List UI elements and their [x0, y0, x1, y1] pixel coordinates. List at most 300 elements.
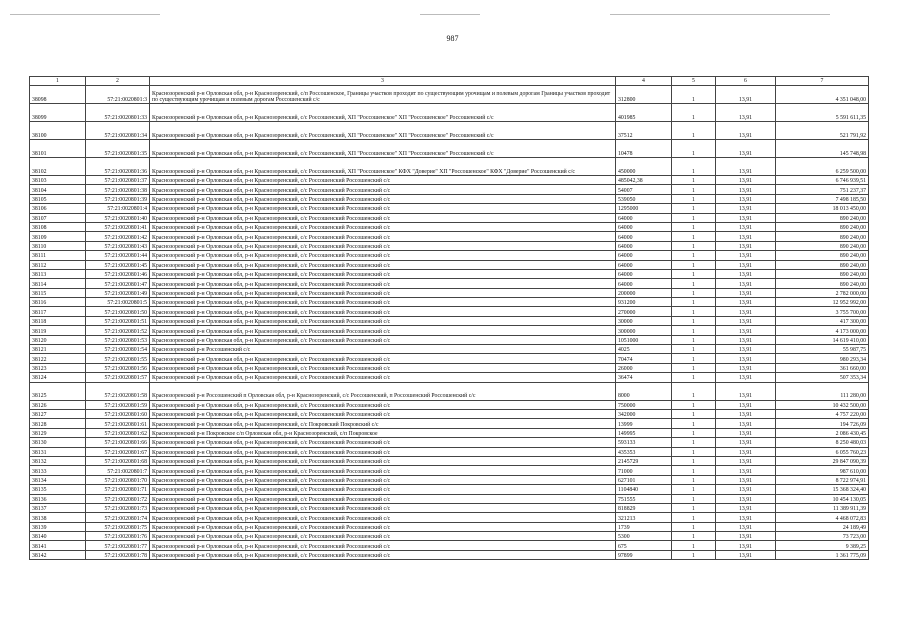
cell-row-number: 38120: [30, 335, 86, 344]
cell-value: 73 723,00: [776, 532, 869, 541]
cell-rate: 13,91: [716, 485, 776, 494]
cell-cadastral-number: 57:21:0020801:39: [86, 194, 150, 203]
cell-area: 54007: [616, 185, 672, 194]
table-row: [30, 550, 869, 559]
cell-row-number: 38110: [30, 241, 86, 250]
cell-area: 627101: [616, 475, 672, 484]
table-row: [30, 104, 869, 122]
cell-row-number: 38118: [30, 316, 86, 325]
cell-address: Краснозоренский р-н Орловская обл, р-н Краснозоренский, с/с Россошенский Россошенский с/с: [150, 260, 616, 269]
cell-count: 1: [672, 419, 716, 428]
table-row: [30, 222, 869, 231]
table-row: [30, 428, 869, 437]
cell-count: 1: [672, 494, 716, 503]
cell-value: 10 454 130,05: [776, 494, 869, 503]
cell-value: 18 013 450,00: [776, 204, 869, 213]
cell-area: 64000: [616, 251, 672, 260]
cell-row-number: 38109: [30, 232, 86, 241]
cell-area: 70474: [616, 354, 672, 363]
table-row: [30, 260, 869, 269]
cell-count: 1: [672, 298, 716, 307]
cell-address: Краснозоренский р-н Орловская обл, р-н Краснозоренский, с/с Россошенский Россошенский с/с: [150, 541, 616, 550]
cell-value: 145 748,98: [776, 140, 869, 158]
table-row: [30, 140, 869, 158]
cell-count: 1: [672, 382, 716, 400]
cell-address: Краснозоренский р-н Орловская обл, р-н Краснозоренский, с/с Россошенский Россошенский с/с: [150, 400, 616, 409]
table-row: [30, 382, 869, 400]
cell-value: 890 240,00: [776, 241, 869, 250]
cell-value: 361 660,00: [776, 363, 869, 372]
cell-cadastral-number: 57:21:0020801:56: [86, 363, 150, 372]
cell-row-number: 38129: [30, 428, 86, 437]
cell-value: 12 952 992,00: [776, 298, 869, 307]
cell-row-number: 38140: [30, 532, 86, 541]
cell-area: 10478: [616, 140, 672, 158]
cell-cadastral-number: 57:21:0020801:67: [86, 447, 150, 456]
cell-count: 1: [672, 466, 716, 475]
cell-row-number: 38117: [30, 307, 86, 316]
cell-area: 97899: [616, 550, 672, 559]
cell-area: 200000: [616, 288, 672, 297]
table-row: [30, 269, 869, 278]
cell-row-number: 38100: [30, 122, 86, 140]
cell-count: 1: [672, 204, 716, 213]
cell-cadastral-number: 57:21:0020801:51: [86, 316, 150, 325]
cell-address: Краснозоренский р-н Орловская обл, р-н Краснозоренский, с/с Россошенский Россошенский с/с: [150, 241, 616, 250]
cell-count: 1: [672, 213, 716, 222]
cell-rate: 13,91: [716, 400, 776, 409]
cell-count: 1: [672, 260, 716, 269]
cell-row-number: 38126: [30, 400, 86, 409]
cell-count: 1: [672, 288, 716, 297]
table-row: [30, 345, 869, 354]
cell-cadastral-number: 57:21:0020801:50: [86, 307, 150, 316]
cell-value: 890 240,00: [776, 279, 869, 288]
cell-count: 1: [672, 122, 716, 140]
table-row: [30, 541, 869, 550]
cell-area: 1295000: [616, 204, 672, 213]
cell-row-number: 38123: [30, 363, 86, 372]
cell-count: 1: [672, 232, 716, 241]
cell-address: Краснозоренский р-н Орловская обл, р-н Краснозоренский, с/с Россошенский Россошенский с/с: [150, 494, 616, 503]
cell-value: 15 368 324,40: [776, 485, 869, 494]
cell-value: 10 432 500,00: [776, 400, 869, 409]
cell-cadastral-number: 57:21:0020801:58: [86, 382, 150, 400]
cell-cadastral-number: 57:21:0020801:40: [86, 213, 150, 222]
cell-area: 818829: [616, 503, 672, 512]
cell-rate: 13,91: [716, 158, 776, 176]
cell-row-number: 38106: [30, 204, 86, 213]
cell-area: 64000: [616, 260, 672, 269]
cell-row-number: 38133: [30, 466, 86, 475]
cell-rate: 13,91: [716, 363, 776, 372]
cell-cadastral-number: 57:21:0020801:33: [86, 104, 150, 122]
table-row: [30, 400, 869, 409]
cell-row-number: 38099: [30, 104, 86, 122]
cell-area: 539050: [616, 194, 672, 203]
cell-value: 987 610,00: [776, 466, 869, 475]
cell-cadastral-number: 57:21:0020801:60: [86, 409, 150, 418]
cell-value: 507 353,34: [776, 373, 869, 382]
column-header: 4: [616, 77, 672, 86]
cell-area: 270000: [616, 307, 672, 316]
table-row: [30, 307, 869, 316]
cell-area: 64000: [616, 279, 672, 288]
cell-rate: 13,91: [716, 503, 776, 512]
cell-address: Краснозоренский р-н Орловская обл, р-н Краснозоренский, с/с Россошенский Россошенский с/с: [150, 447, 616, 456]
cell-count: 1: [672, 279, 716, 288]
cell-address: Краснозоренский р-н Орловская обл, р-н Краснозоренский, с/с Россошенский Россошенский с/с: [150, 522, 616, 531]
cell-address: Краснозоренский р-н Орловская обл, р-н Краснозоренский, с/с Россошенский Россошенский с/с: [150, 176, 616, 185]
cell-count: 1: [672, 185, 716, 194]
table-row: [30, 122, 869, 140]
cell-address: Краснозоренский р-н Орловская обл, р-н Краснозоренский, с/с Россошенский, ХП "Россошенское" ХП "Россошенское" Россошенский с/с: [150, 122, 616, 140]
cell-cadastral-number: 57:21:0020801:37: [86, 176, 150, 185]
table-row: [30, 158, 869, 176]
cell-row-number: 38130: [30, 438, 86, 447]
cell-value: 521 791,92: [776, 122, 869, 140]
cell-address: Краснозоренский р-н Орловская обл, р-н Краснозоренский, с/с Россошенский Россошенский с/с: [150, 354, 616, 363]
cell-area: 1739: [616, 522, 672, 531]
table-row: [30, 204, 869, 213]
cell-count: 1: [672, 409, 716, 418]
cell-rate: 13,91: [716, 428, 776, 437]
cell-address: Краснозоренский р-н Орловская обл, р-н Краснозоренский, с/с Россошенский Россошенский с/с: [150, 288, 616, 297]
cell-address: Краснозоренский р-н Орловская обл, р-н Краснозоренский, с/с Россошенский Россошенский с/с: [150, 232, 616, 241]
cell-area: 2145729: [616, 456, 672, 465]
cell-cadastral-number: 57:21:0020801:78: [86, 550, 150, 559]
cell-cadastral-number: 57:21:0020801:76: [86, 532, 150, 541]
cell-cadastral-number: 57:21:0020801:47: [86, 279, 150, 288]
cell-row-number: 38121: [30, 345, 86, 354]
cell-value: 4 173 000,00: [776, 326, 869, 335]
cell-row-number: 38116: [30, 298, 86, 307]
cell-value: 6 055 760,23: [776, 447, 869, 456]
cell-cadastral-number: 57:21:0020801:68: [86, 456, 150, 465]
cell-value: 2 086 430,45: [776, 428, 869, 437]
cell-area: 321213: [616, 513, 672, 522]
table-row: [30, 232, 869, 241]
cell-cadastral-number: 57:21:0020801:34: [86, 122, 150, 140]
cell-count: 1: [672, 485, 716, 494]
cell-area: 750000: [616, 400, 672, 409]
table-row: [30, 335, 869, 344]
cell-value: 3 755 700,00: [776, 307, 869, 316]
cell-count: 1: [672, 194, 716, 203]
cell-rate: 13,91: [716, 373, 776, 382]
cell-address: Краснозоренский р-н Орловская обл, р-н Краснозоренский, с/с Россошенский Россошенский с/с: [150, 335, 616, 344]
cell-row-number: 38137: [30, 503, 86, 512]
cell-rate: 13,91: [716, 176, 776, 185]
cell-value: 417 300,00: [776, 316, 869, 325]
cell-area: 1051000: [616, 335, 672, 344]
cell-count: 1: [672, 456, 716, 465]
cell-area: 30000: [616, 316, 672, 325]
cell-area: 149995: [616, 428, 672, 437]
cell-rate: 13,91: [716, 185, 776, 194]
table-row: [30, 447, 869, 456]
cell-address: Краснозоренский р-н Орловская обл, р-н Краснозоренский, с/с Россошенский Россошенский с/с: [150, 204, 616, 213]
cell-count: 1: [672, 158, 716, 176]
cell-cadastral-number: 57:21:0020801:49: [86, 288, 150, 297]
scan-artifact: [420, 14, 480, 15]
cell-rate: 13,91: [716, 307, 776, 316]
table-row: [30, 326, 869, 335]
cell-cadastral-number: 57:21:0020801:75: [86, 522, 150, 531]
cell-count: 1: [672, 176, 716, 185]
cell-count: 1: [672, 345, 716, 354]
table-row: [30, 213, 869, 222]
cell-cadastral-number: 57:21:0020801:4: [86, 204, 150, 213]
cell-count: 1: [672, 550, 716, 559]
cell-area: 64000: [616, 213, 672, 222]
cell-address: Краснозоренский р-н Россошенский п Орловская обл, р-н Краснозоренский, с/с Россошенский, п Россошенский Россошенский с/с: [150, 382, 616, 400]
table-row: [30, 316, 869, 325]
cell-value: 890 240,00: [776, 222, 869, 231]
cell-row-number: 38104: [30, 185, 86, 194]
cell-rate: 13,91: [716, 532, 776, 541]
cell-value: 890 240,00: [776, 269, 869, 278]
table-row: [30, 513, 869, 522]
table-row: [30, 354, 869, 363]
cell-cadastral-number: 57:21:0020801:43: [86, 241, 150, 250]
table-row: [30, 176, 869, 185]
scan-artifact: [610, 14, 830, 15]
cell-value: 4 757 220,00: [776, 409, 869, 418]
cell-value: 6 259 500,00: [776, 158, 869, 176]
cell-count: 1: [672, 475, 716, 484]
cell-count: 1: [672, 532, 716, 541]
cell-address: Краснозоренский р-н Орловская обл, р-н Краснозоренский, с/с Россошенский Россошенский с/с: [150, 185, 616, 194]
cell-address: Краснозоренский р-н Орловская обл, р-н Краснозоренский, с/с Россошенский Россошенский с/с: [150, 503, 616, 512]
table-row: [30, 373, 869, 382]
cell-cadastral-number: 57:21:0020801:72: [86, 494, 150, 503]
cell-cadastral-number: 57:21:0020801:61: [86, 419, 150, 428]
cell-address: Краснозоренский р-н Орловская обл, р-н Краснозоренский, с/с Россошенский Россошенский с/с: [150, 194, 616, 203]
cell-value: 5 591 611,35: [776, 104, 869, 122]
cell-row-number: 38112: [30, 260, 86, 269]
cell-cadastral-number: 57:21:0020801:62: [86, 428, 150, 437]
cell-area: 26000: [616, 363, 672, 372]
cell-count: 1: [672, 373, 716, 382]
cell-value: 111 280,00: [776, 382, 869, 400]
cell-rate: 13,91: [716, 438, 776, 447]
cell-area: 300000: [616, 326, 672, 335]
table-row: [30, 409, 869, 418]
header-row: [30, 77, 869, 86]
cell-row-number: 38105: [30, 194, 86, 203]
cell-value: 980 293,34: [776, 354, 869, 363]
cell-address: Краснозоренский р-н Россошенский с/с: [150, 345, 616, 354]
table-row: [30, 503, 869, 512]
cell-row-number: 38119: [30, 326, 86, 335]
cell-rate: 13,91: [716, 419, 776, 428]
cell-cadastral-number: 57:21:0020801:77: [86, 541, 150, 550]
cell-area: 675: [616, 541, 672, 550]
cell-address: Краснозоренский р-н Орловская обл, р-н Краснозоренский, с/с Россошенский Россошенский с/с: [150, 251, 616, 260]
column-header: 7: [776, 77, 869, 86]
table-row: [30, 298, 869, 307]
cell-value: 7 498 185,50: [776, 194, 869, 203]
cell-row-number: 38107: [30, 213, 86, 222]
cell-rate: 13,91: [716, 104, 776, 122]
cell-address: Краснозоренский р-н Орловская обл, р-н Краснозоренский, с/с Россошенский Россошенский с/с: [150, 269, 616, 278]
cell-address: Краснозоренский р-н Орловская обл, р-н Краснозоренский, с/с Россошенский Россошенский с/с: [150, 438, 616, 447]
cell-count: 1: [672, 335, 716, 344]
cell-rate: 13,91: [716, 382, 776, 400]
cell-area: 485042,38: [616, 176, 672, 185]
cell-row-number: 38142: [30, 550, 86, 559]
cell-rate: 13,91: [716, 466, 776, 475]
cell-count: 1: [672, 428, 716, 437]
cell-count: 1: [672, 438, 716, 447]
cell-address: Краснозоренский р-н Орловская обл, р-н Краснозоренский, с/с Россошенский Россошенский с/с: [150, 222, 616, 231]
cell-row-number: 38111: [30, 251, 86, 260]
cell-area: 13999: [616, 419, 672, 428]
cell-address: Краснозоренский р-н Покровское с/п Орловская обл, р-н Краснозоренский, с/п Покровское: [150, 428, 616, 437]
cell-count: 1: [672, 513, 716, 522]
column-header: 1: [30, 77, 86, 86]
cell-area: 64000: [616, 232, 672, 241]
cell-cadastral-number: 57:21:0020801:70: [86, 475, 150, 484]
cell-rate: 13,91: [716, 140, 776, 158]
cell-row-number: 38102: [30, 158, 86, 176]
cell-area: 5300: [616, 532, 672, 541]
table-row: [30, 438, 869, 447]
cell-count: 1: [672, 104, 716, 122]
cell-area: 64000: [616, 269, 672, 278]
table-row: [30, 194, 869, 203]
cell-value: 4 351 048,00: [776, 86, 869, 104]
table-row: [30, 279, 869, 288]
cell-address: Краснозоренский р-н Орловская обл, р-н Краснозоренский, с/с Покровский Покровский с/с: [150, 419, 616, 428]
cell-cadastral-number: 57:21:0020801:59: [86, 400, 150, 409]
cell-address: Краснозоренский р-н Орловская обл, р-н Краснозоренский, с/с Россошенский Россошенский с/с: [150, 456, 616, 465]
table-row: [30, 466, 869, 475]
cell-value: 11 389 911,39: [776, 503, 869, 512]
cell-address: Краснозоренский р-н Орловская обл, р-н Краснозоренский, с/с Россошенский Россошенский с/с: [150, 373, 616, 382]
scan-artifact: [10, 14, 160, 15]
column-header: 2: [86, 77, 150, 86]
cell-count: 1: [672, 326, 716, 335]
cell-cadastral-number: 57:21:0020801:3: [86, 86, 150, 104]
cell-value: 194 726,09: [776, 419, 869, 428]
cell-cadastral-number: 57:21:0020801:74: [86, 513, 150, 522]
cell-cadastral-number: 57:21:0020801:35: [86, 140, 150, 158]
cell-cadastral-number: 57:21:0020801:53: [86, 335, 150, 344]
cell-row-number: 38134: [30, 475, 86, 484]
cell-area: 36474: [616, 373, 672, 382]
table-row: [30, 241, 869, 250]
cell-rate: 13,91: [716, 456, 776, 465]
cell-value: 890 240,00: [776, 260, 869, 269]
cell-address: Краснозоренский р-н Орловская обл, р-н Краснозоренский, с/с Россошенский Россошенский с/с: [150, 298, 616, 307]
cell-address: Краснозоренский р-н Орловская обл, р-н Краснозоренский, с/с Россошенский Россошенский с/с: [150, 485, 616, 494]
cell-rate: 13,91: [716, 354, 776, 363]
cell-address: Краснозоренский р-н Орловская обл, р-н Краснозоренский, с/с Россошенский, ХП "Россошенское" ХП "Россошенское" Россошенский с/с: [150, 140, 616, 158]
cell-cadastral-number: 57:21:0020801:38: [86, 185, 150, 194]
table-row: [30, 288, 869, 297]
cell-rate: 13,91: [716, 335, 776, 344]
cell-row-number: 38135: [30, 485, 86, 494]
cell-cadastral-number: 57:21:0020801:52: [86, 326, 150, 335]
cell-rate: 13,91: [716, 269, 776, 278]
cell-count: 1: [672, 354, 716, 363]
cell-row-number: 38138: [30, 513, 86, 522]
table-row: [30, 251, 869, 260]
cell-row-number: 38131: [30, 447, 86, 456]
cell-count: 1: [672, 241, 716, 250]
cell-row-number: 38125: [30, 382, 86, 400]
cell-area: 37512: [616, 122, 672, 140]
table-row: [30, 86, 869, 104]
cell-count: 1: [672, 503, 716, 512]
cell-cadastral-number: 57:21:0020801:71: [86, 485, 150, 494]
cell-value: 8 722 974,91: [776, 475, 869, 484]
cell-rate: 13,91: [716, 513, 776, 522]
cell-row-number: 38139: [30, 522, 86, 531]
table-row: [30, 475, 869, 484]
page-number: 987: [446, 34, 459, 43]
cell-address: Краснозоренский р-н Орловская обл, р-н Краснозоренский, с/с Россошенский, ХП "Россошенское" ХП "Россошенское" Россошенский с/с: [150, 104, 616, 122]
cell-cadastral-number: 57:21:0020801:57: [86, 373, 150, 382]
cell-value: 2 782 000,00: [776, 288, 869, 297]
cell-area: 435353: [616, 447, 672, 456]
cell-address: Краснозоренский р-н Орловская обл, р-н Краснозоренский, с/с Россошенский Россошенский с/с: [150, 550, 616, 559]
cell-row-number: 38101: [30, 140, 86, 158]
cell-rate: 13,91: [716, 251, 776, 260]
cell-cadastral-number: 57:21:0020801:5: [86, 298, 150, 307]
cell-address: Краснозоренский р-н Орловская обл, р-н Краснозоренский, с/с Россошенский Россошенский с/с: [150, 466, 616, 475]
cell-cadastral-number: 57:21:0020801:55: [86, 354, 150, 363]
cell-value: 1 361 775,09: [776, 550, 869, 559]
cell-row-number: 38098: [30, 86, 86, 104]
cell-address: Краснозоренский р-н Орловская обл, р-н Краснозоренский, с/с Россошенский Россошенский с/с: [150, 326, 616, 335]
register-table: [29, 76, 869, 560]
cell-value: 55 987,75: [776, 345, 869, 354]
cell-cadastral-number: 57:21:0020801:41: [86, 222, 150, 231]
column-header: 3: [150, 77, 616, 86]
cell-address: Краснозоренский р-н Орловская обл, р-н Краснозоренский, с/с Россошенский Россошенский с/с: [150, 316, 616, 325]
cell-area: 64000: [616, 241, 672, 250]
cell-rate: 13,91: [716, 475, 776, 484]
table-row: [30, 485, 869, 494]
cell-cadastral-number: 57:21:0020801:45: [86, 260, 150, 269]
table-row: [30, 522, 869, 531]
cell-value: 9 389,25: [776, 541, 869, 550]
cell-address: Краснозоренский р-н Орловская обл, р-н Краснозоренский, с/с Россошенский Россошенский с/с: [150, 513, 616, 522]
cell-value: 890 240,00: [776, 213, 869, 222]
cell-address: Краснозоренский р-н Орловская обл, р-н Краснозоренский, с/с Россошенский, ХП "Россошенское" КФХ "Доверие" ХП "Россошенское" КФХ "Доверие" Россошенский с/с: [150, 158, 616, 176]
cell-value: 4 468 072,83: [776, 513, 869, 522]
cell-area: 593133: [616, 438, 672, 447]
cell-area: 1104840: [616, 485, 672, 494]
cell-rate: 13,91: [716, 288, 776, 297]
cell-rate: 13,91: [716, 316, 776, 325]
table-row: [30, 185, 869, 194]
cell-value: 890 240,00: [776, 232, 869, 241]
table-row: [30, 456, 869, 465]
cell-address: Краснозоренский р-н Орловская обл, р-н Краснозоренский, с/с Россошенский Россошенский с/с: [150, 475, 616, 484]
cell-row-number: 38108: [30, 222, 86, 231]
cell-address: Краснозоренский р-н Орловская обл, р-н Краснозоренский, с/с Россошенский Россошенский с/с: [150, 532, 616, 541]
cell-row-number: 38128: [30, 419, 86, 428]
cell-count: 1: [672, 86, 716, 104]
table-row: [30, 419, 869, 428]
cell-cadastral-number: 57:21:0020801:54: [86, 345, 150, 354]
cell-cadastral-number: 57:21:0020801:46: [86, 269, 150, 278]
cell-area: 64000: [616, 222, 672, 231]
